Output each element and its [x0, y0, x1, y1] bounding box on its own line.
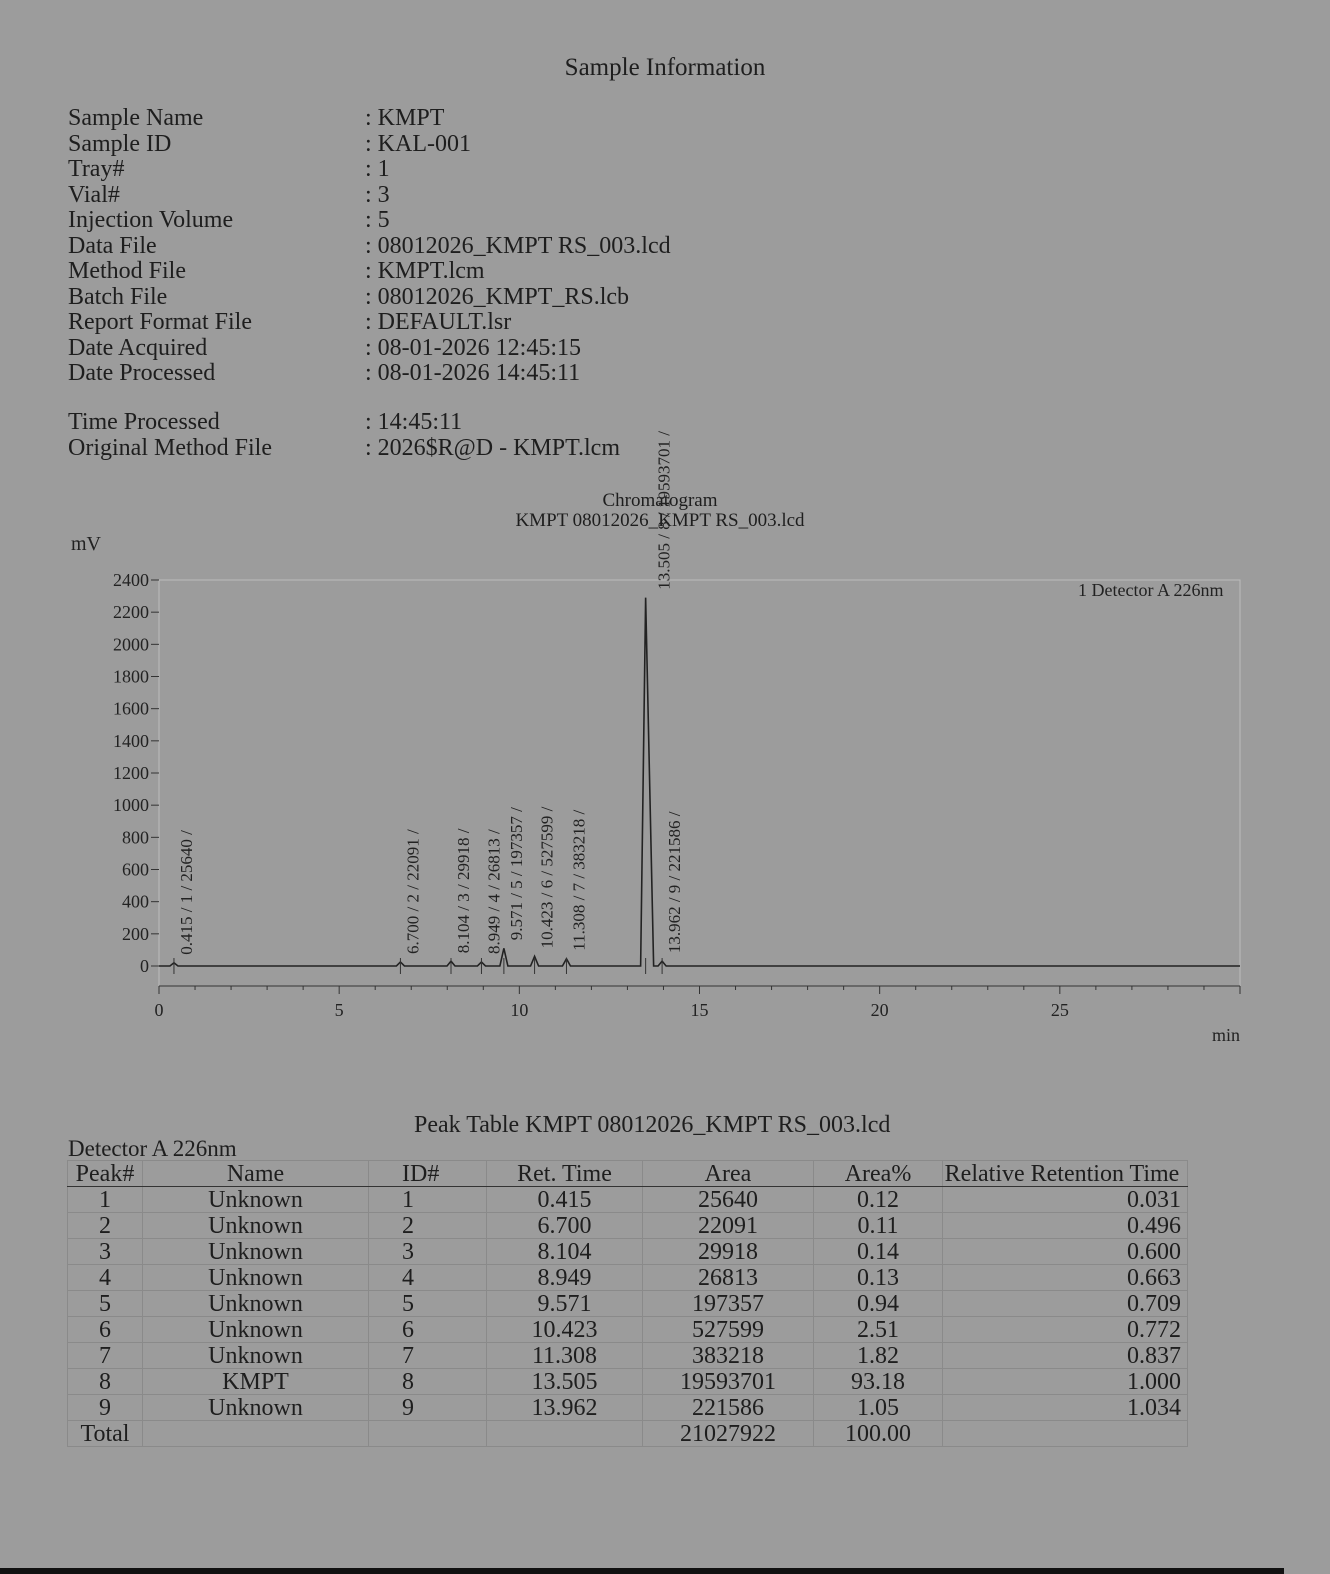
cell-area: 527599 — [643, 1317, 814, 1343]
cell-area: 25640 — [643, 1187, 814, 1213]
cell-peak: 9 — [68, 1395, 143, 1421]
cell-id: 9 — [369, 1395, 487, 1421]
sample-info-value: : 08012026_KMPT RS_003.lcd — [365, 232, 671, 259]
cell-peak: 7 — [68, 1343, 143, 1369]
peak-label: 8.104 / 3 / 29918 / — [454, 828, 474, 954]
cell-rrt: 0.772 — [943, 1317, 1188, 1343]
sample-info-row — [68, 259, 671, 285]
cell-ret-time: 13.505 — [487, 1369, 643, 1395]
y-tick-label: 2000 — [113, 634, 149, 655]
x-tick-label: 5 — [334, 1000, 344, 1020]
y-tick-label: 1800 — [113, 666, 149, 687]
y-tick-label: 1400 — [113, 730, 149, 751]
total-row — [68, 1421, 1188, 1447]
cell-id: 1 — [369, 1187, 487, 1213]
cell-id: 3 — [369, 1239, 487, 1265]
cell-area: 22091 — [643, 1213, 814, 1239]
cell-ret-time: 0.415 — [487, 1187, 643, 1213]
peak-label: 13.505 / 8 / 19593701 / — [654, 431, 674, 590]
total-cell-rrt — [943, 1421, 1188, 1447]
cell-ret-time: 8.949 — [487, 1265, 643, 1291]
sample-info-row — [68, 157, 671, 183]
cell-area-pct: 2.51 — [814, 1317, 943, 1343]
sample-info-label: Tray# — [68, 156, 125, 182]
sample-info-label: Report Format File — [68, 309, 252, 335]
sample-info-value: : 1 — [365, 156, 390, 182]
y-tick-label: 200 — [122, 923, 149, 944]
peak-label: 11.308 / 7 / 383218 / — [569, 809, 589, 951]
header-area-pct: Area% — [814, 1161, 943, 1187]
table-row — [68, 1395, 1188, 1421]
peak-label: 10.423 / 6 / 527599 / — [537, 806, 557, 949]
total-cell-area: 21027922 — [643, 1421, 814, 1447]
sample-info-label: Injection Volume — [68, 207, 234, 233]
cell-name: Unknown — [143, 1213, 369, 1239]
header-id: ID# — [369, 1161, 487, 1187]
cell-rrt: 0.031 — [943, 1187, 1188, 1213]
sample-info-row — [68, 132, 671, 158]
processing-info-block — [68, 410, 620, 461]
cell-area: 26813 — [643, 1265, 814, 1291]
peak-label: 13.962 / 9 / 221586 / — [665, 811, 685, 954]
sample-info-value: : KMPT.lcm — [365, 258, 485, 284]
table-row — [68, 1187, 1188, 1213]
sample-info-row — [68, 234, 671, 260]
x-tick-label: 15 — [690, 1000, 709, 1020]
cell-id: 7 — [369, 1343, 487, 1369]
header-ret-time: Ret. Time — [487, 1161, 643, 1187]
cell-name: Unknown — [143, 1317, 369, 1343]
cell-area-pct: 0.14 — [814, 1239, 943, 1265]
table-row — [68, 1343, 1188, 1369]
y-tick-label: 600 — [122, 859, 149, 880]
sample-info-label: Date Processed — [68, 360, 216, 386]
processing-info-label: Time Processed — [68, 409, 220, 435]
cell-peak: 1 — [68, 1187, 143, 1213]
sample-info-row — [68, 285, 671, 311]
cell-name: Unknown — [143, 1239, 369, 1265]
cell-ret-time: 11.308 — [487, 1343, 643, 1369]
y-axis-label: mV — [71, 533, 101, 555]
bottom-edge — [0, 1568, 1284, 1574]
chromatogram-trace — [159, 598, 1240, 966]
chart-subtitle: KMPT 08012026_KMPT RS_003.lcd — [515, 510, 805, 531]
chart-title: Chromatogram — [602, 490, 718, 511]
total-cell-id — [369, 1421, 487, 1447]
peak-table — [67, 1160, 1188, 1447]
sample-info-row — [68, 336, 671, 362]
peak-label: 9.571 / 5 / 197357 / — [506, 807, 526, 941]
cell-rrt: 0.600 — [943, 1239, 1188, 1265]
table-row — [68, 1213, 1188, 1239]
cell-ret-time: 10.423 — [487, 1317, 643, 1343]
y-tick-label: 2200 — [113, 602, 149, 623]
sample-info-value: : 5 — [365, 207, 390, 233]
peak-table-header-row — [68, 1161, 1188, 1187]
sample-info-label: Batch File — [68, 283, 168, 310]
sample-info-value: : 08-01-2026 14:45:11 — [365, 360, 581, 386]
cell-peak: 8 — [68, 1369, 143, 1395]
cell-area: 29918 — [643, 1239, 814, 1265]
processing-info-row — [68, 436, 620, 462]
y-tick-label: 800 — [122, 827, 149, 848]
header-area: Area — [643, 1161, 814, 1187]
processing-info-value: : 14:45:11 — [365, 409, 463, 435]
sample-info-row — [68, 183, 671, 209]
x-axis-label: min — [1211, 1025, 1240, 1045]
processing-info-label: Original Method File — [68, 434, 272, 461]
cell-id: 2 — [369, 1213, 487, 1239]
x-tick-label: 0 — [154, 1000, 164, 1020]
cell-rrt: 0.837 — [943, 1343, 1188, 1369]
cell-id: 4 — [369, 1265, 487, 1291]
y-tick-label: 400 — [122, 891, 149, 912]
header-name: Name — [143, 1161, 369, 1187]
processing-info-value: : 2026$R@D - KMPT.lcm — [365, 434, 620, 461]
sample-info-block — [68, 106, 671, 387]
cell-area: 221586 — [643, 1395, 814, 1421]
sample-info-value: : 08-01-2026 12:45:15 — [365, 334, 581, 361]
cell-id: 8 — [369, 1369, 487, 1395]
peak-table-title: Peak Table KMPT 08012026_KMPT RS_003.lcd — [414, 1112, 891, 1138]
cell-name: Unknown — [143, 1343, 369, 1369]
peak-label: 6.700 / 2 / 22091 / — [403, 829, 423, 954]
cell-rrt: 1.000 — [943, 1369, 1188, 1395]
sample-info-value: : KAL-001 — [365, 130, 471, 157]
legend-label: 1 Detector A 226nm — [1078, 580, 1224, 600]
y-tick-label: 0 — [140, 956, 149, 976]
y-tick-label: 2400 — [113, 570, 149, 590]
cell-id: 6 — [369, 1317, 487, 1343]
plot-frame — [159, 580, 1240, 986]
cell-rrt: 0.496 — [943, 1213, 1188, 1239]
sample-info-label: Vial# — [68, 181, 120, 208]
table-row — [68, 1369, 1188, 1395]
cell-area-pct: 0.94 — [814, 1291, 943, 1317]
cell-area: 197357 — [643, 1291, 814, 1317]
cell-ret-time: 13.962 — [487, 1395, 643, 1421]
cell-rrt: 1.034 — [943, 1395, 1188, 1421]
cell-rrt: 0.663 — [943, 1265, 1188, 1291]
total-cell-peak: Total — [68, 1421, 143, 1447]
cell-ret-time: 6.700 — [487, 1213, 643, 1239]
sample-info-row — [68, 106, 671, 132]
cell-area: 383218 — [643, 1343, 814, 1369]
cell-area: 19593701 — [643, 1369, 814, 1395]
total-cell-name — [143, 1421, 369, 1447]
sample-info-label: Data File — [68, 232, 157, 259]
cell-area-pct: 1.82 — [814, 1343, 943, 1369]
cell-peak: 2 — [68, 1213, 143, 1239]
table-row — [68, 1265, 1188, 1291]
cell-name: Unknown — [143, 1291, 369, 1317]
cell-name: Unknown — [143, 1265, 369, 1291]
x-tick-label: 25 — [1050, 1000, 1069, 1020]
cell-area-pct: 0.13 — [814, 1265, 943, 1291]
sample-info-row — [68, 361, 671, 387]
sample-info-label: Method File — [68, 258, 186, 284]
cell-name: KMPT — [143, 1369, 369, 1395]
cell-name: Unknown — [143, 1395, 369, 1421]
cell-peak: 4 — [68, 1265, 143, 1291]
header-peak: Peak# — [68, 1161, 143, 1187]
cell-peak: 5 — [68, 1291, 143, 1317]
detector-label: Detector A 226nm — [68, 1136, 237, 1161]
sample-info-row — [68, 208, 671, 234]
sample-info-value: : 08012026_KMPT_RS.lcb — [365, 283, 630, 310]
total-cell-ret-time — [487, 1421, 643, 1447]
cell-peak: 6 — [68, 1317, 143, 1343]
sample-info-label: Date Acquired — [68, 334, 208, 361]
sample-info-label: Sample ID — [68, 130, 172, 157]
table-row — [68, 1317, 1188, 1343]
total-cell-area-pct: 100.00 — [814, 1421, 943, 1447]
sample-info-value: : KMPT — [365, 105, 445, 131]
cell-area-pct: 1.05 — [814, 1395, 943, 1421]
cell-ret-time: 9.571 — [487, 1291, 643, 1317]
cell-id: 5 — [369, 1291, 487, 1317]
cell-rrt: 0.709 — [943, 1291, 1188, 1317]
cell-name: Unknown — [143, 1187, 369, 1213]
cell-area-pct: 0.11 — [814, 1213, 943, 1239]
peak-label: 0.415 / 1 / 25640 / — [176, 830, 196, 955]
cell-area-pct: 93.18 — [814, 1369, 943, 1395]
cell-ret-time: 8.104 — [487, 1239, 643, 1265]
x-tick-label: 10 — [510, 1000, 529, 1020]
processing-info-row — [68, 410, 620, 436]
y-tick-label: 1600 — [113, 698, 149, 719]
page-title: Sample Information — [564, 54, 766, 81]
table-row — [68, 1291, 1188, 1317]
cell-area-pct: 0.12 — [814, 1187, 943, 1213]
x-tick-label: 20 — [870, 1000, 889, 1020]
table-row — [68, 1239, 1188, 1265]
sample-info-value: : 3 — [365, 181, 390, 208]
sample-info-value: : DEFAULT.lsr — [365, 309, 512, 335]
peak-label: 8.949 / 4 / 26813 / — [484, 829, 504, 954]
y-tick-label: 1200 — [113, 763, 149, 783]
header-rrt: Relative Retention Time — [943, 1161, 1188, 1187]
sample-info-label: Sample Name — [68, 105, 204, 131]
cell-peak: 3 — [68, 1239, 143, 1265]
sample-info-row — [68, 310, 671, 336]
y-tick-label: 1000 — [113, 795, 149, 816]
